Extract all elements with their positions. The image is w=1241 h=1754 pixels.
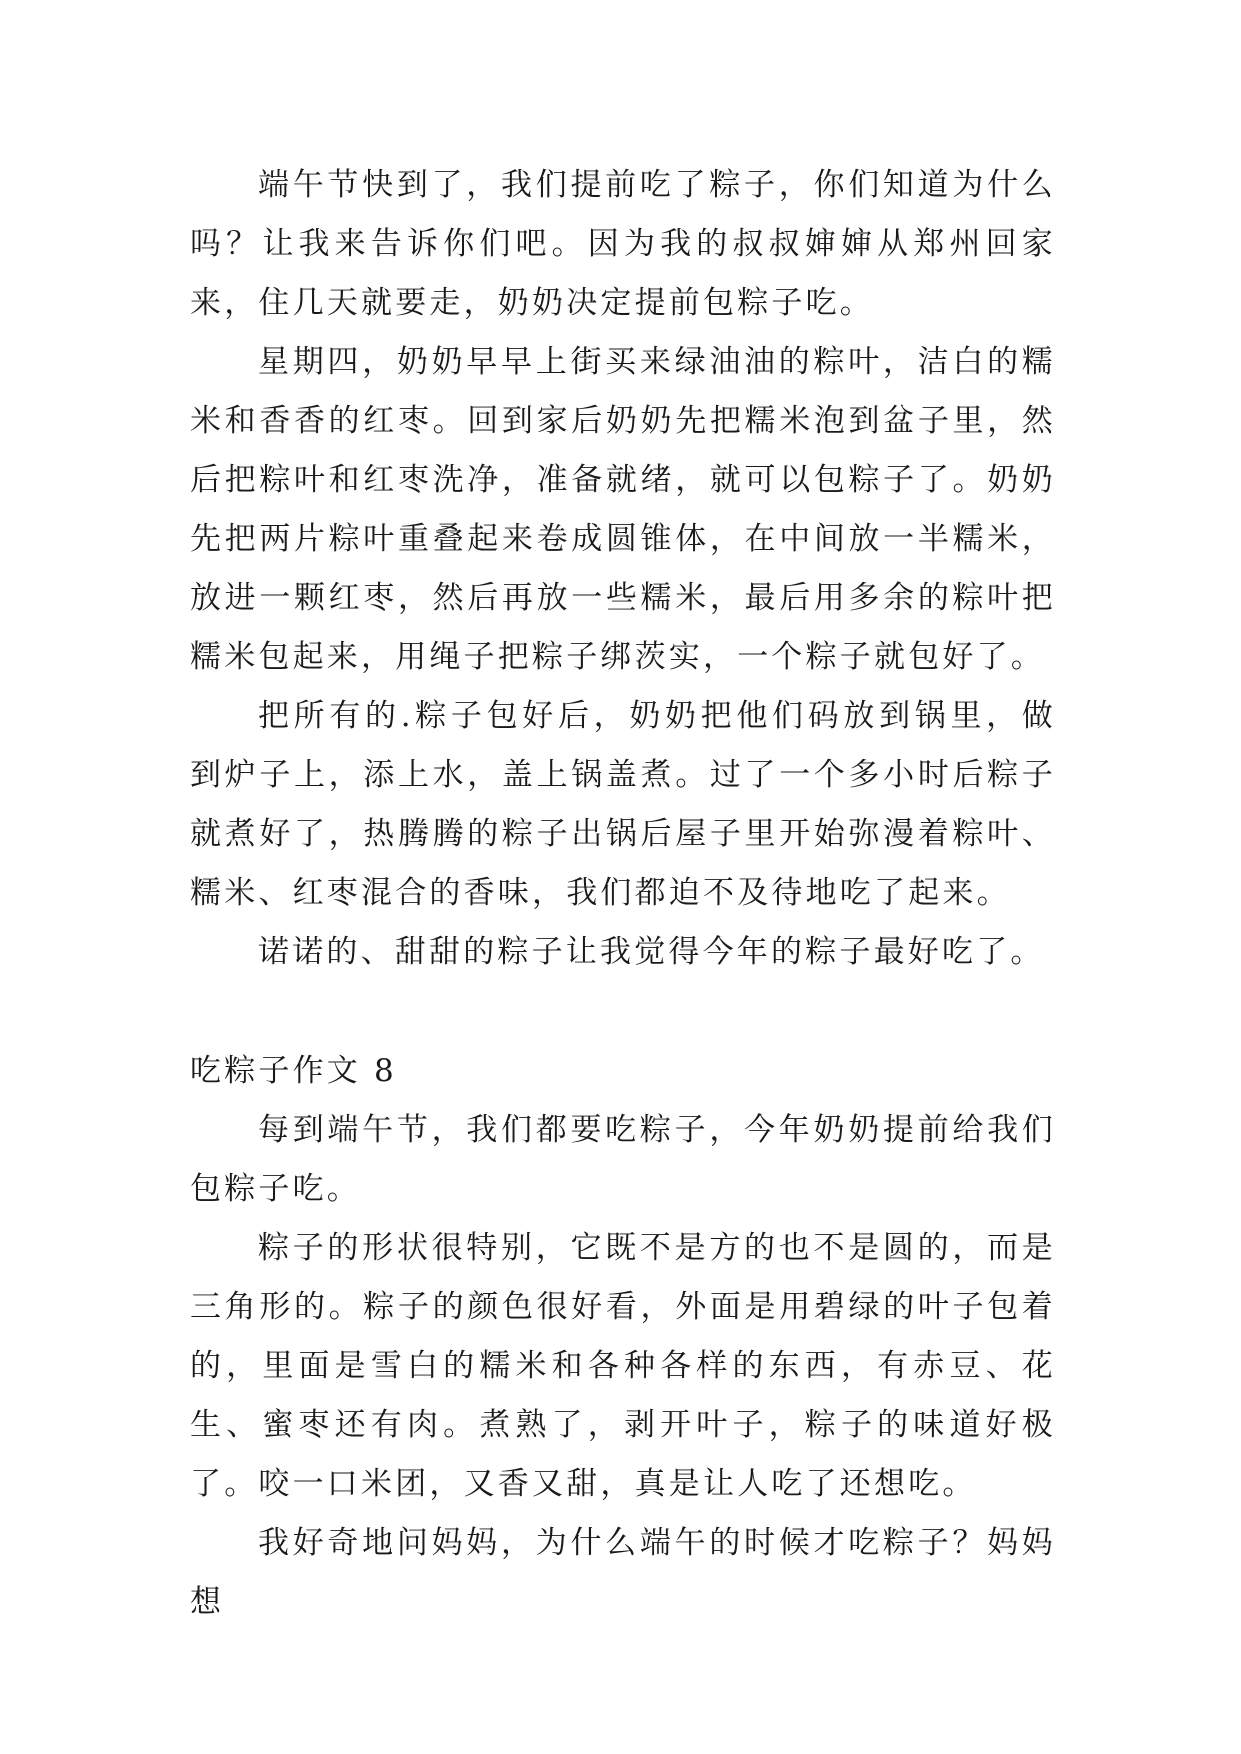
paragraph: 星期四，奶奶早早上街买来绿油油的粽叶，洁白的糯米和香香的红枣。回到家后奶奶先把糯米泡到盆子里，然后把粽叶和红枣洗净，准备就绪，就可以包粽子了。奶奶先把两片粽叶重叠起来卷成圆锥体，在中间放一半糯米，放进一颗红枣，然后再放一些糯米，最后用多余的粽叶把糯米包起来，用绳子把粽子绑茨实，一个粽子就包好了。 (190, 344, 1056, 675)
paragraph: 粽子的形状很特别，它既不是方的也不是圆的，而是三角形的。粽子的颜色很好看，外面是用碧绿的叶子包着的，里面是雪白的糯米和各种各样的东西，有赤豆、花生、蜜枣还有肉。煮熟了，剥开叶子，粽子的味道好极了。咬一口米团，又香又甜，真是让人吃了还想吃。 (190, 1230, 1056, 1502)
section-title: 吃粽子作文 8 (190, 1053, 397, 1089)
document-page (190, 156, 1056, 1632)
paragraph: 诺诺的、甜甜的粽子让我觉得今年的粽子最好吃了。 (258, 934, 1045, 970)
paragraph: 我好奇地问妈妈，为什么端午的时候才吃粽子？妈妈想 (190, 1525, 1056, 1620)
paragraph: 端午节快到了，我们提前吃了粽子，你们知道为什么吗？让我来告诉你们吧。因为我的叔叔婶婶从郑州回家来，住几天就要走，奶奶决定提前包粽子吃。 (190, 167, 1056, 321)
paragraph: 把所有的.粽子包好后，奶奶把他们码放到锅里，做到炉子上，添上水，盖上锅盖煮。过了一个多小时后粽子就煮好了，热腾腾的粽子出锅后屋子里开始弥漫着粽叶、糯米、红枣混合的香味，我们都迫不及待地吃了起来。 (190, 698, 1056, 911)
paragraph: 每到端午节，我们都要吃粽子，今年奶奶提前给我们包粽子吃。 (190, 1112, 1056, 1207)
